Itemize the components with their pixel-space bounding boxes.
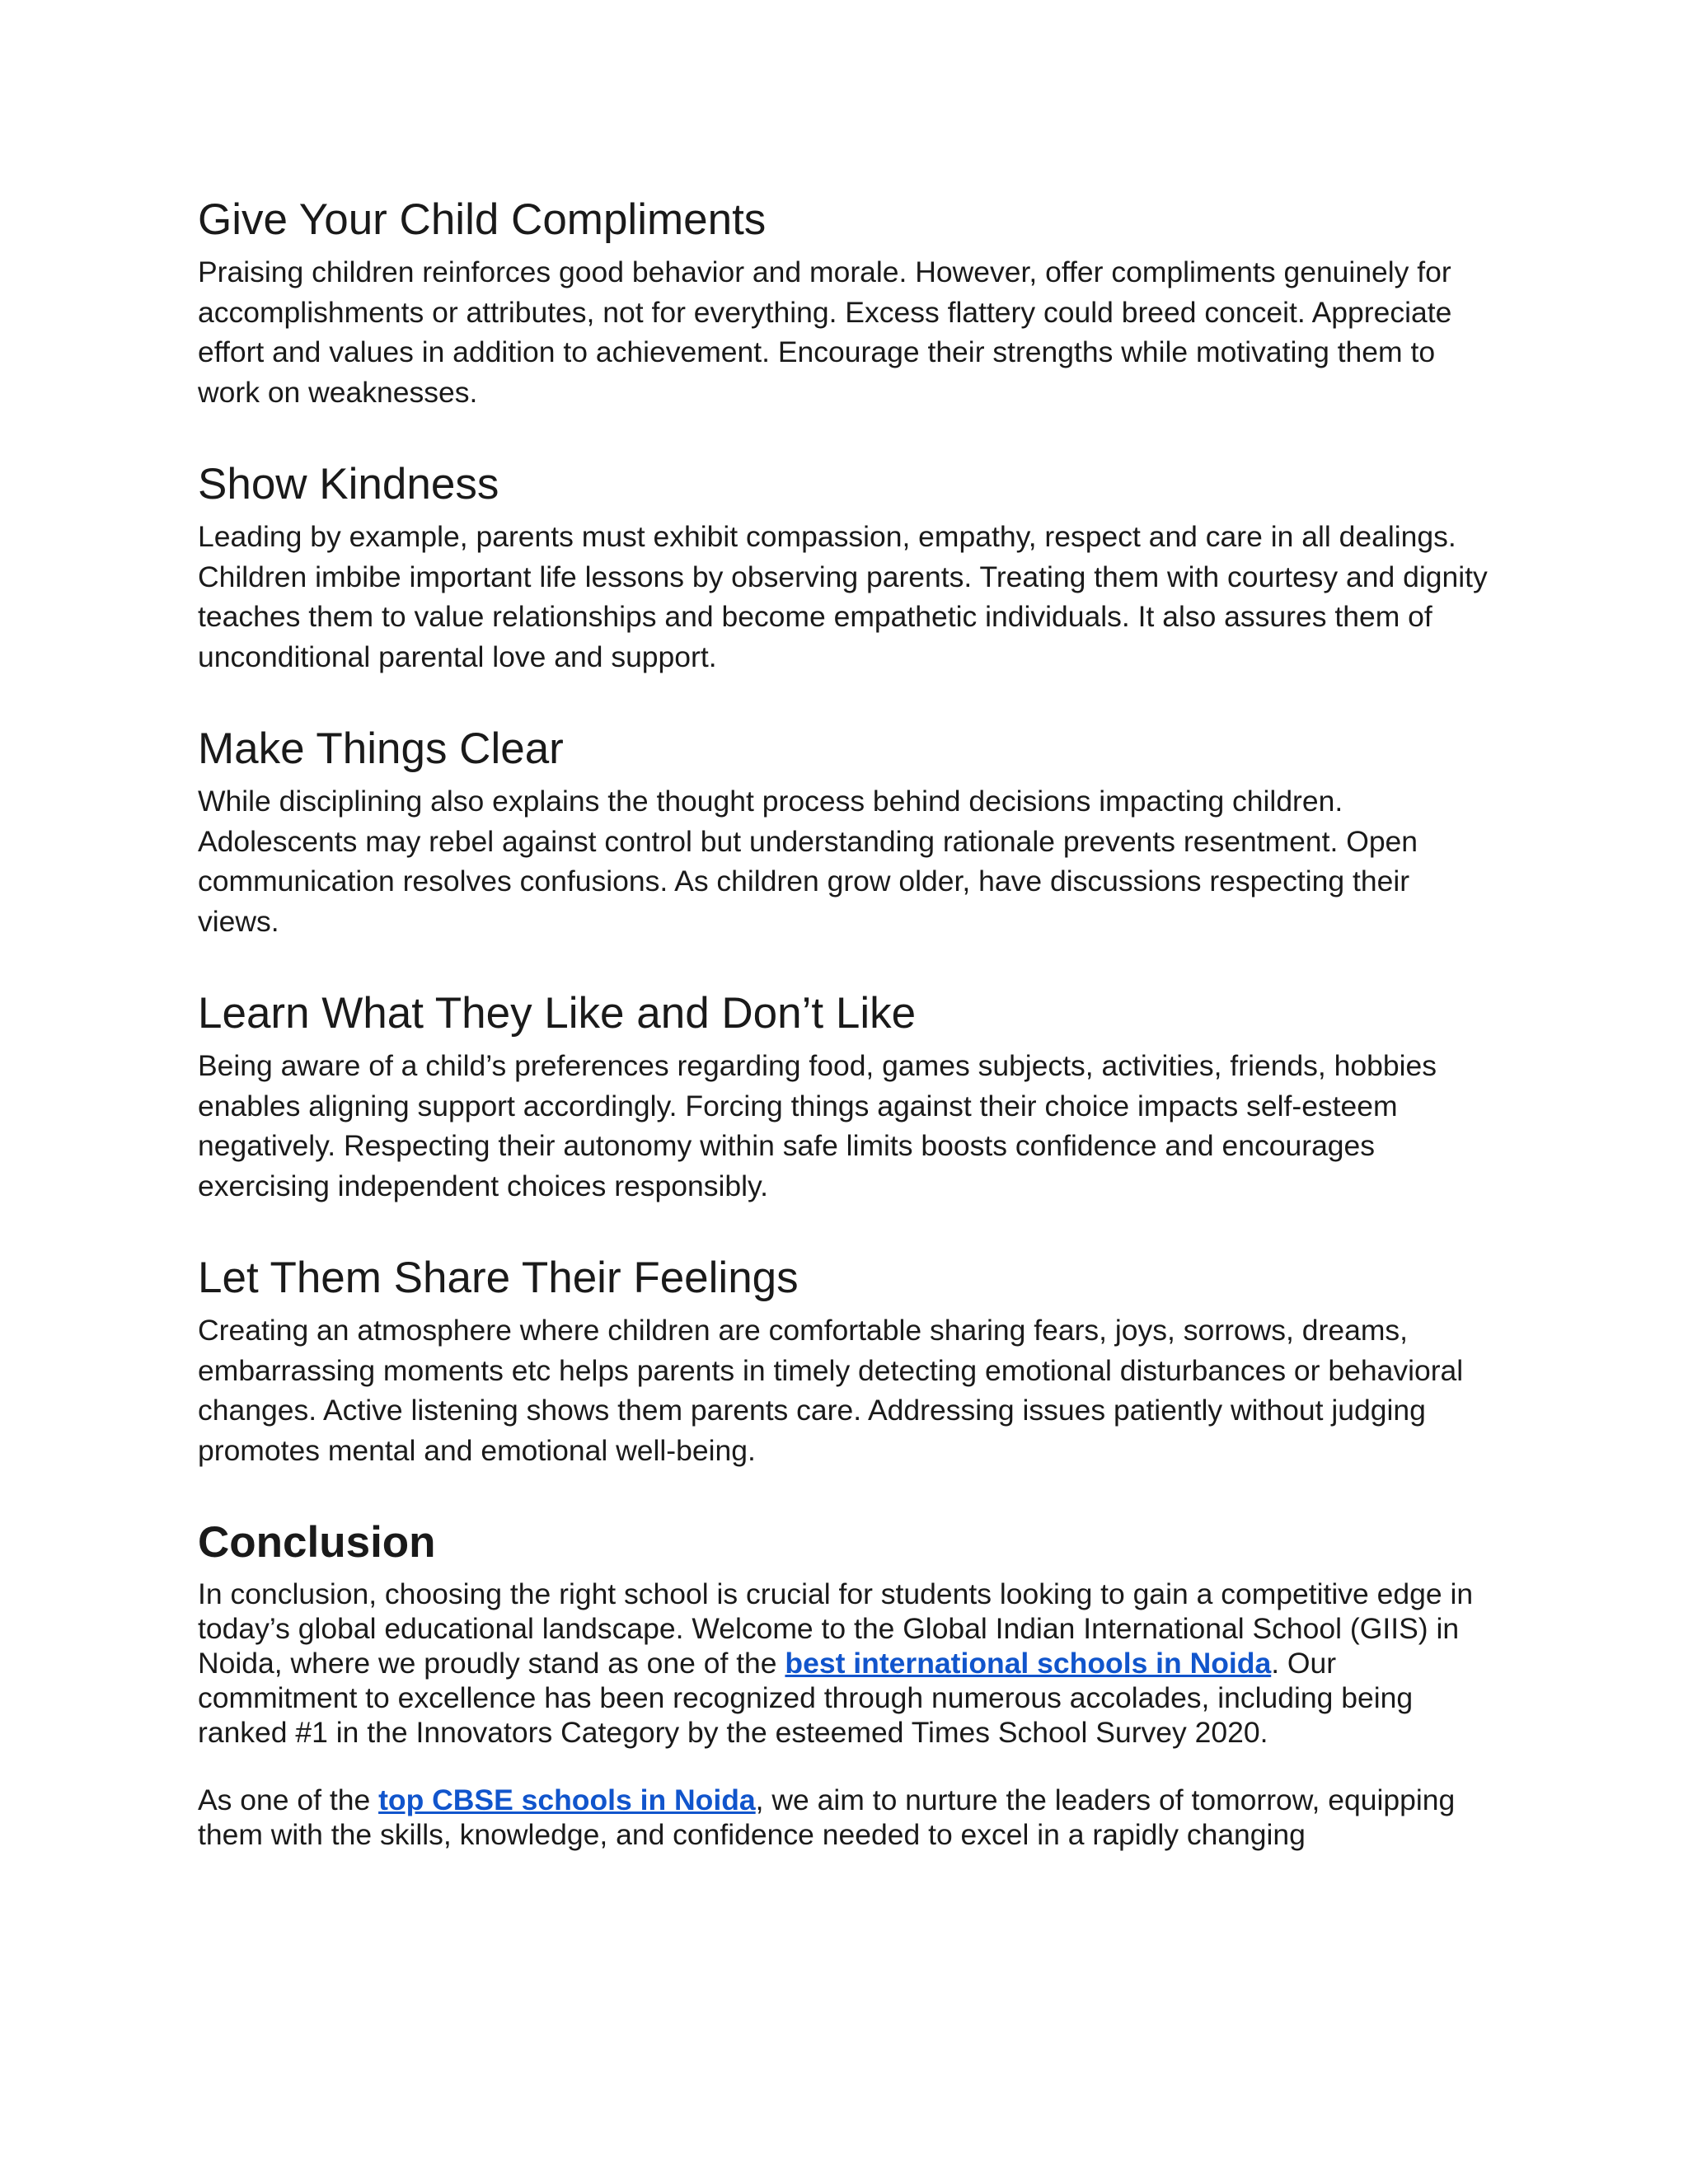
section-paragraph: Praising children reinforces good behavior and morale. However, offer compliments genuinely for accomplishments or attributes, not for everything. Excess flattery could breed conceit. Appreciate effort and values in addition to achievement. Encourage their strengths while motivating them to work on weaknesses. <box>198 255 1452 409</box>
section-likes-dislikes <box>198 985 1492 1206</box>
conclusion-text: , we aim to nurture the leaders of tomorrow, equipping them with the skills, knowledge, and confidence needed to excel in a rapidly changing <box>198 1783 1456 1851</box>
section-kindness <box>198 456 1492 677</box>
section-compliments <box>198 191 1492 412</box>
section-conclusion <box>198 1514 1492 1852</box>
section-heading: Show Kindness <box>198 460 499 509</box>
conclusion-paragraph-1 <box>198 1577 1492 1750</box>
section-heading: Let Them Share Their Feelings <box>198 1254 799 1302</box>
top-cbse-schools-link[interactable]: top CBSE schools in Noida <box>378 1783 756 1816</box>
document-page <box>198 191 1492 1852</box>
section-paragraph: Creating an atmosphere where children are comfortable sharing fears, joys, sorrows, dreams, embarrassing moments etc helps parents in timely detecting emotional disturbances or behavioral changes. Active listening shows them parents care. Addressing issues patiently without judging promotes mental and emotional well-being. <box>198 1314 1464 1467</box>
section-paragraph: Leading by example, parents must exhibit compassion, empathy, respect and care in all dealings. Children imbibe important life lessons by observing parents. Treating them with courtesy and dignity teaches them to value relationships and become empathetic individuals. It also assures them of unconditional parental love and support. <box>198 520 1488 673</box>
section-heading: Make Things Clear <box>198 724 564 773</box>
section-paragraph: Being aware of a child’s preferences regarding food, games subjects, activities, friends, hobbies enables aligning support accordingly. Forcing things against their choice impacts self-esteem negatively. Respecting their autonomy within safe limits boosts confidence and encourages exercising independent choices responsibly. <box>198 1049 1437 1202</box>
section-paragraph: While disciplining also explains the thought process behind decisions impacting children. Adolescents may rebel against control but understanding rationale prevents resentment. Open communication resolves confusions. As children grow older, have discussions respecting their views. <box>198 785 1418 938</box>
section-share-feelings <box>198 1249 1492 1470</box>
conclusion-text: In conclusion, choosing the right school is crucial for students looking to gain a competitive edge in today’s global educational landscape. Welcome to the Global Indian International School (GIIS) in Noida, where we proudly stand as one of the <box>198 1577 1474 1680</box>
section-make-things-clear <box>198 720 1492 941</box>
section-heading: Give Your Child Compliments <box>198 195 767 244</box>
section-heading: Learn What They Like and Don’t Like <box>198 989 917 1038</box>
conclusion-text: As one of the <box>198 1783 379 1816</box>
conclusion-text: . Our commitment to excellence has been recognized through numerous accolades, including being ranked #1 in the Innovators Category by the esteemed Times School Survey 2020. <box>198 1647 1414 1749</box>
conclusion-paragraph-2 <box>198 1783 1492 1852</box>
best-international-schools-link[interactable]: best international schools in Noida <box>785 1647 1272 1680</box>
conclusion-heading: Conclusion <box>198 1518 436 1567</box>
